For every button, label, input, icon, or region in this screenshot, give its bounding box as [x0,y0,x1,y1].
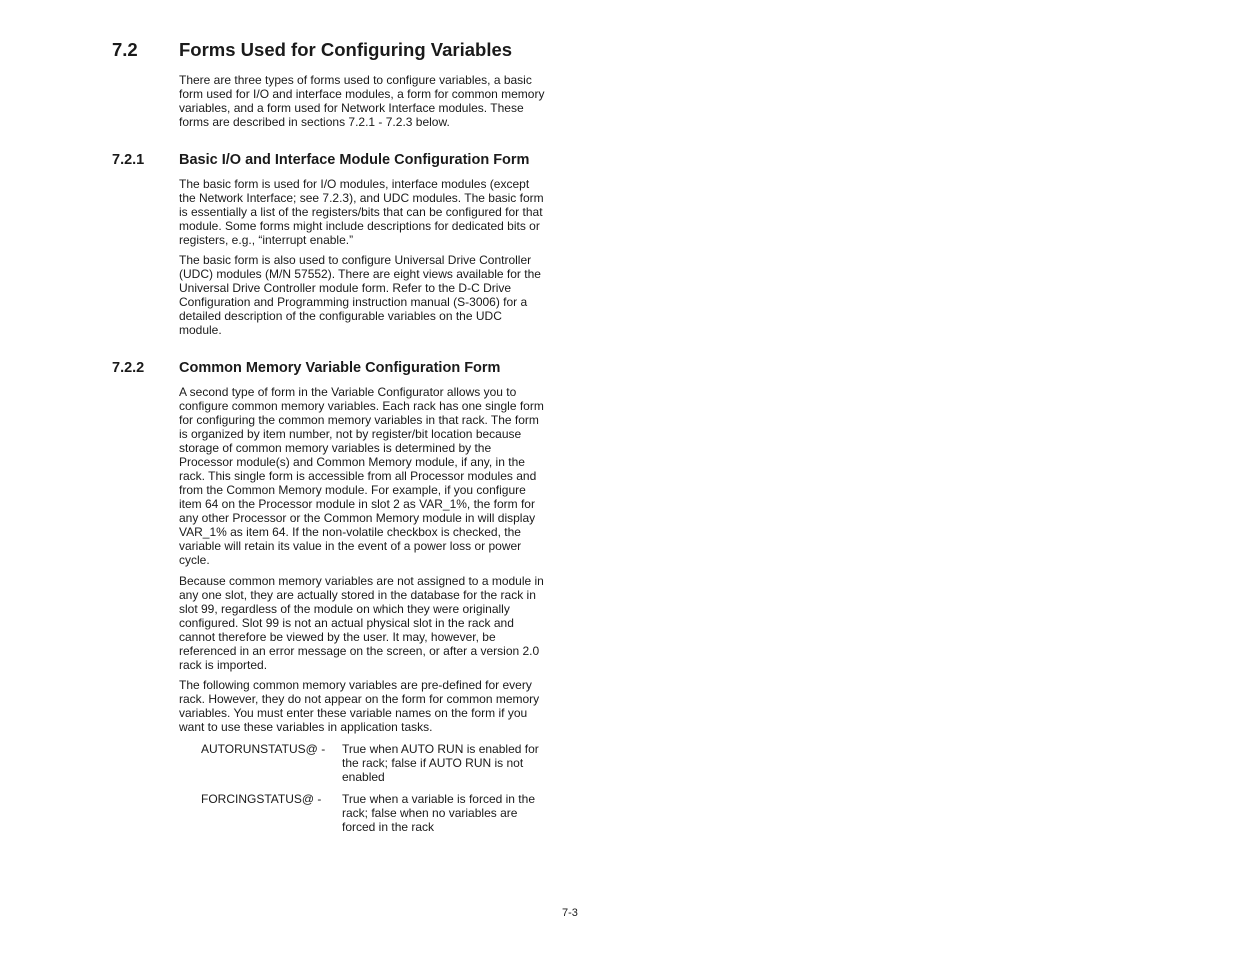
text-line: rack is imported. [179,658,268,672]
text-line: True when AUTO RUN is enabled for [342,742,539,756]
basic-form-paragraph-1 [179,177,571,247]
text-line: (UDC) modules (M/N 57552). There are eight views available for the [179,267,541,281]
text-line: rack. However, they do not appear on the form for common memory [179,692,540,706]
text-line: There are three types of forms used to configure variables, a basic [179,73,532,87]
text-line: from the Common Memory module. For example, if you configure [179,483,526,497]
text-line: Configuration and Programming instruction manual (S-3006) for a [179,295,528,309]
text-line: forced in the rack [342,820,435,834]
common-memory-paragraph-3 [179,678,571,734]
text-line: The basic form is also used to configure Universal Drive Controller [179,253,532,267]
text-line: is organized by item number, not by register/bit location because [179,427,522,441]
text-line: the Network Interface; see 7.2.3), and UDC modules. The basic form [179,191,544,205]
text-line: storage of common memory variables is determined by the [179,441,492,455]
common-memory-paragraph-2 [179,574,571,672]
basic-form-paragraph-2 [179,253,571,337]
text-line: module. Some forms might include descriptions for dedicated bits or [179,219,540,233]
text-line: item 64 on the Processor module in slot 2 as VAR_1%, the form for [179,497,535,511]
text-line: cycle. [179,553,210,567]
subsection-title: Basic I/O and Interface Module Configuration Form [179,152,530,168]
text-line: variable will retain its value in the event of a power loss or power [179,539,522,553]
subsection-number: 7.2.2 [112,360,145,376]
text-line: rack. This single form is accessible from all Processor modules and [179,469,537,483]
subsection-number: 7.2.1 [112,152,145,168]
text-line: form used for I/O and interface modules, a form for common memory [179,87,545,101]
definition-description [342,792,572,834]
text-line: variables, and a form used for Network Interface modules. These [179,101,524,115]
text-line: any other Processor or the Common Memory module in will display [179,511,536,525]
text-line: detailed description of the configurable variables on the UDC [179,309,502,323]
text-line: True when a variable is forced in the [342,792,535,806]
text-line: module. [179,323,222,337]
text-line: variables. You must enter these variable names on the form if you [179,706,528,720]
text-line: any one slot, they are actually stored in the database for the rack in [179,588,536,602]
text-line: cannot therefore be viewed by the user. It may, however, be [179,630,496,644]
definition-term: AUTORUNSTATUS@ - [201,742,326,756]
section-title: Forms Used for Configuring Variables [179,39,513,60]
text-line: The basic form is used for I/O modules, interface modules (except [179,177,530,191]
text-line: forms are described in sections 7.2.1 - 7.2.3 below. [179,115,450,129]
definition-description [342,742,572,784]
text-line: want to use these variables in application tasks. [179,720,433,734]
text-line: for configuring the common memory variables in that rack. The form [179,413,539,427]
text-line: the rack; false if AUTO RUN is not [342,756,524,770]
text-line: rack; false when no variables are [342,806,518,820]
text-line: referenced in an error message on the screen, or after a version 2.0 [179,644,540,658]
definition-term: FORCINGSTATUS@ - [201,792,322,806]
text-line: slot 99, regardless of the module on which they were originally [179,602,510,616]
section-number: 7.2 [112,39,138,60]
page-number: 7-3 [562,907,578,919]
text-line: configure common memory variables. Each rack has one single form [179,399,544,413]
common-memory-paragraph-1 [179,385,571,567]
text-line: configured. Slot 99 is not an actual physical slot in the rack and [179,616,514,630]
text-line: Universal Drive Controller module form. Refer to the D-C Drive [179,281,512,295]
subsection-title: Common Memory Variable Configuration Form [179,360,501,376]
text-line: The following common memory variables are pre-defined for every [179,678,532,692]
text-line: A second type of form in the Variable Configurator allows you to [179,385,517,399]
text-line: is essentially a list of the registers/bits that can be configured for that [179,205,543,219]
text-line: enabled [342,770,385,784]
text-line: Processor module(s) and Common Memory module, if any, in the [179,455,525,469]
text-line: VAR_1% as item 64. If the non-volatile checkbox is checked, the [179,525,521,539]
section-intro-paragraph [179,73,571,129]
text-line: Because common memory variables are not assigned to a module in [179,574,544,588]
text-line: registers, e.g., “interrupt enable.” [179,233,354,247]
